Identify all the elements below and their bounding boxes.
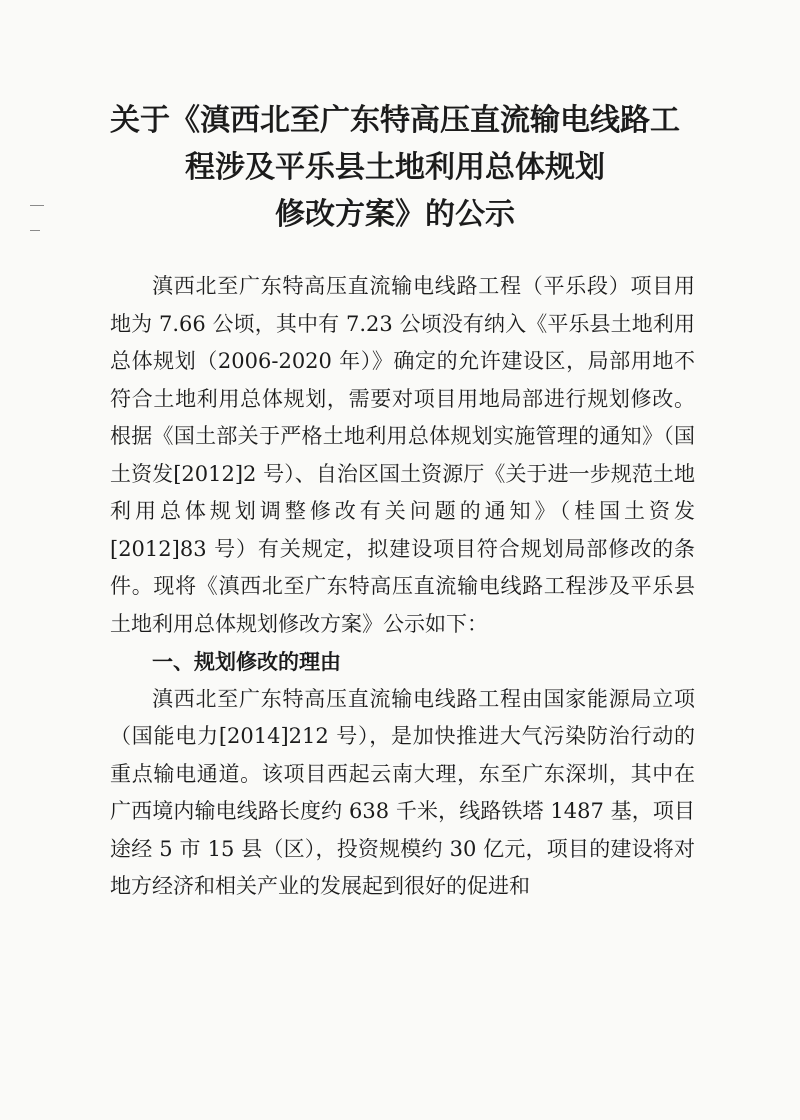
document-title [95, 97, 695, 238]
title-line-1: 关于《滇西北至广东特高压直流输电线路工 [110, 103, 680, 138]
scan-artifact-mark [30, 230, 40, 231]
section-paragraph: 滇西北至广东特高压直流输电线路工程由国家能源局立项（国能电力[2014]212 号），是加快推进大气污染防治行动的重点输电通道。该项目西起云南大理，东至广东深圳，其中在广西境内输电线路长度约 638 千米，线路铁塔 1487 基，项目途经 5 市 15 县（区），投资规模约 30 亿元，项目的建设将对地方经济和相关产业的发展起到很好的促进和 [110, 686, 695, 898]
title-line-3: 修改方案》的公示 [275, 197, 515, 232]
intro-paragraph: 滇西北至广东特高压直流输电线路工程（平乐段）项目用地为 7.66 公顷，其中有 7.23 公顷没有纳入《平乐县土地利用总体规划（2006-2020 年）》确定的允许建设区，局部用地不符合土地利用总体规划，需要对项目用地局部进行规划修改。根据《国土部关于严格土地利用总体规划实施管理的通知》（国土资发[2012]2 号）、自治区国土资源厅《关于进一步规范土地利用总体规划调整修改有关问题的通知》（桂国土资发[2012]83 号）有关规定，拟建设项目符合规划局部修改的条件。现将《滇西北至广东特高压直流输电线路工程涉及平乐县土地利用总体规划修改方案》公示如下： [110, 274, 695, 636]
section-heading: 一、规划修改的理由 [152, 649, 341, 674]
title-line-2: 程涉及平乐县土地利用总体规划 [185, 150, 605, 185]
document-body [110, 268, 695, 906]
scan-artifact-mark [30, 205, 44, 206]
